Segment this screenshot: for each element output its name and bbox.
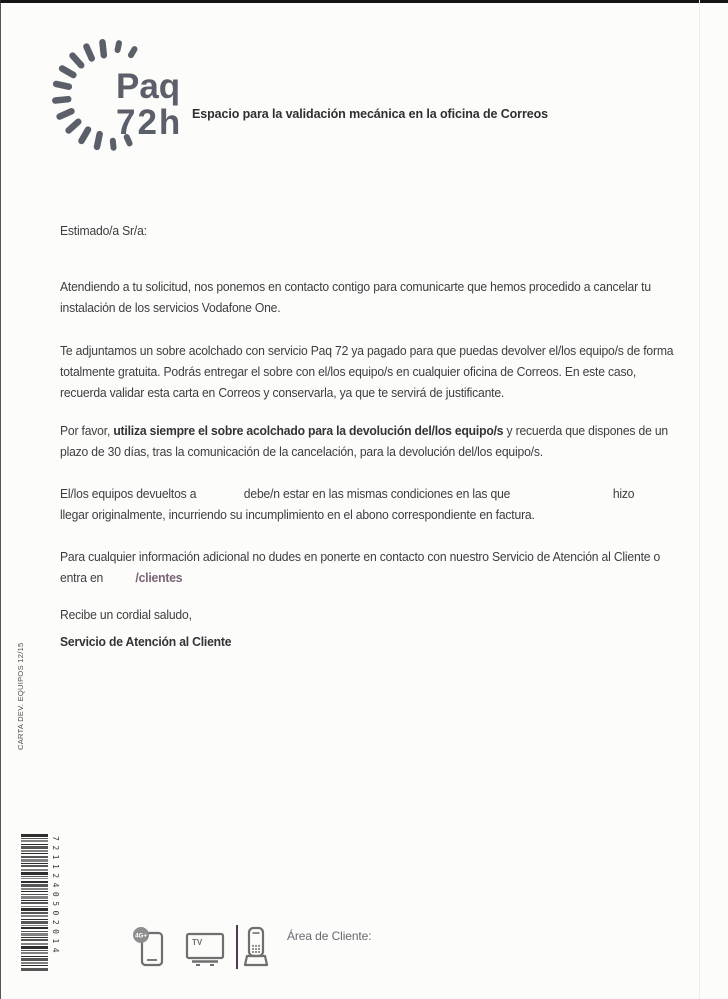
paragraph-line <box>60 483 695 504</box>
area-de-cliente-label: Área de Cliente: <box>287 929 372 943</box>
paragraph-line: plazo de 30 días, tras la comunicación de la cancelación, para la devolución del/los equipo/s. <box>60 444 543 459</box>
scan-artifact-streak <box>699 0 700 999</box>
letter-body <box>60 220 695 652</box>
scan-artifact-top-edge <box>0 0 728 3</box>
paragraph-envelope <box>60 340 695 403</box>
paragraph-line <box>60 420 695 441</box>
signature-line: Servicio de Atención al Cliente <box>60 634 232 649</box>
text-segment: y recuerda que dispones de un <box>503 423 668 438</box>
clientes-link-text: /clientes <box>135 570 183 585</box>
bold-text-segment: utiliza siempre el sobre acolchado para la devolución del/los equipo/s <box>113 423 504 438</box>
paq72h-logo-text <box>116 69 182 141</box>
paragraph-cancellation <box>60 276 695 318</box>
scan-artifact-left-edge <box>0 0 1 999</box>
document-reference-vertical: CARTA DEV. EQUIPOS 12/15 <box>16 642 25 750</box>
paragraph-line: llegar originalmente, incurriendo su incumplimiento en el abono correspondiente en factura. <box>60 507 535 522</box>
paragraph-contact <box>60 546 695 588</box>
paragraph-line: Para cualquier información adicional no dudes en ponerte en contacto con nuestro Servicio de Atención al Cliente o <box>60 549 661 564</box>
text-segment: Por favor, <box>60 423 114 438</box>
paragraph-return-deadline <box>60 420 695 462</box>
paragraph-line: recuerda validar esta carta en Correos y conservarla, ya que te servirá de justificante. <box>60 385 505 400</box>
text-segment: hizo <box>612 486 635 501</box>
paragraph-equipment-condition <box>60 483 695 525</box>
validation-note: Espacio para la validación mecánica en la oficina de Correos <box>192 107 548 121</box>
paragraph-line: Te adjuntamos un sobre acolchado con servicio Paq 72 ya pagado para que puedas devolver el/los equipo/s de forma <box>60 343 674 358</box>
smartphone-4g-icon <box>131 925 171 971</box>
landline-phone-icon <box>239 925 273 971</box>
salutation: Estimado/a Sr/a: <box>60 223 147 238</box>
closing-line: Recibe un cordial saludo, <box>60 607 192 622</box>
tv-icon <box>184 925 226 971</box>
text-segment: El/los equipos devueltos a <box>60 486 197 501</box>
logo-line-72h: 72h <box>116 103 183 142</box>
svg-text:4G+: 4G+ <box>135 932 147 940</box>
barcode-digits: 7211240502014 <box>51 836 60 958</box>
barcode <box>21 834 48 972</box>
paragraph-line: totalmente gratuita. Podrás entregar el sobre con el/los equipo/s en cualquier oficina de Correos. En este caso, <box>60 364 637 379</box>
paragraph-line: instalación de los servicios Vodafone One. <box>60 300 281 315</box>
logo-line-paq: Paq <box>116 67 181 106</box>
text-segment: entra en <box>60 570 104 585</box>
svg-text:TV: TV <box>192 938 203 947</box>
paragraph-line: Atendiendo a tu solicitud, nos ponemos en contacto contigo para comunicarte que hemos procedido a cancelar tu <box>60 279 651 294</box>
paragraph-line <box>60 567 695 588</box>
text-segment: debe/n estar en las mismas condiciones en las que <box>243 486 511 501</box>
paq72h-logo <box>28 23 218 183</box>
footer-divider <box>236 925 238 969</box>
footer-service-icons <box>131 925 273 971</box>
